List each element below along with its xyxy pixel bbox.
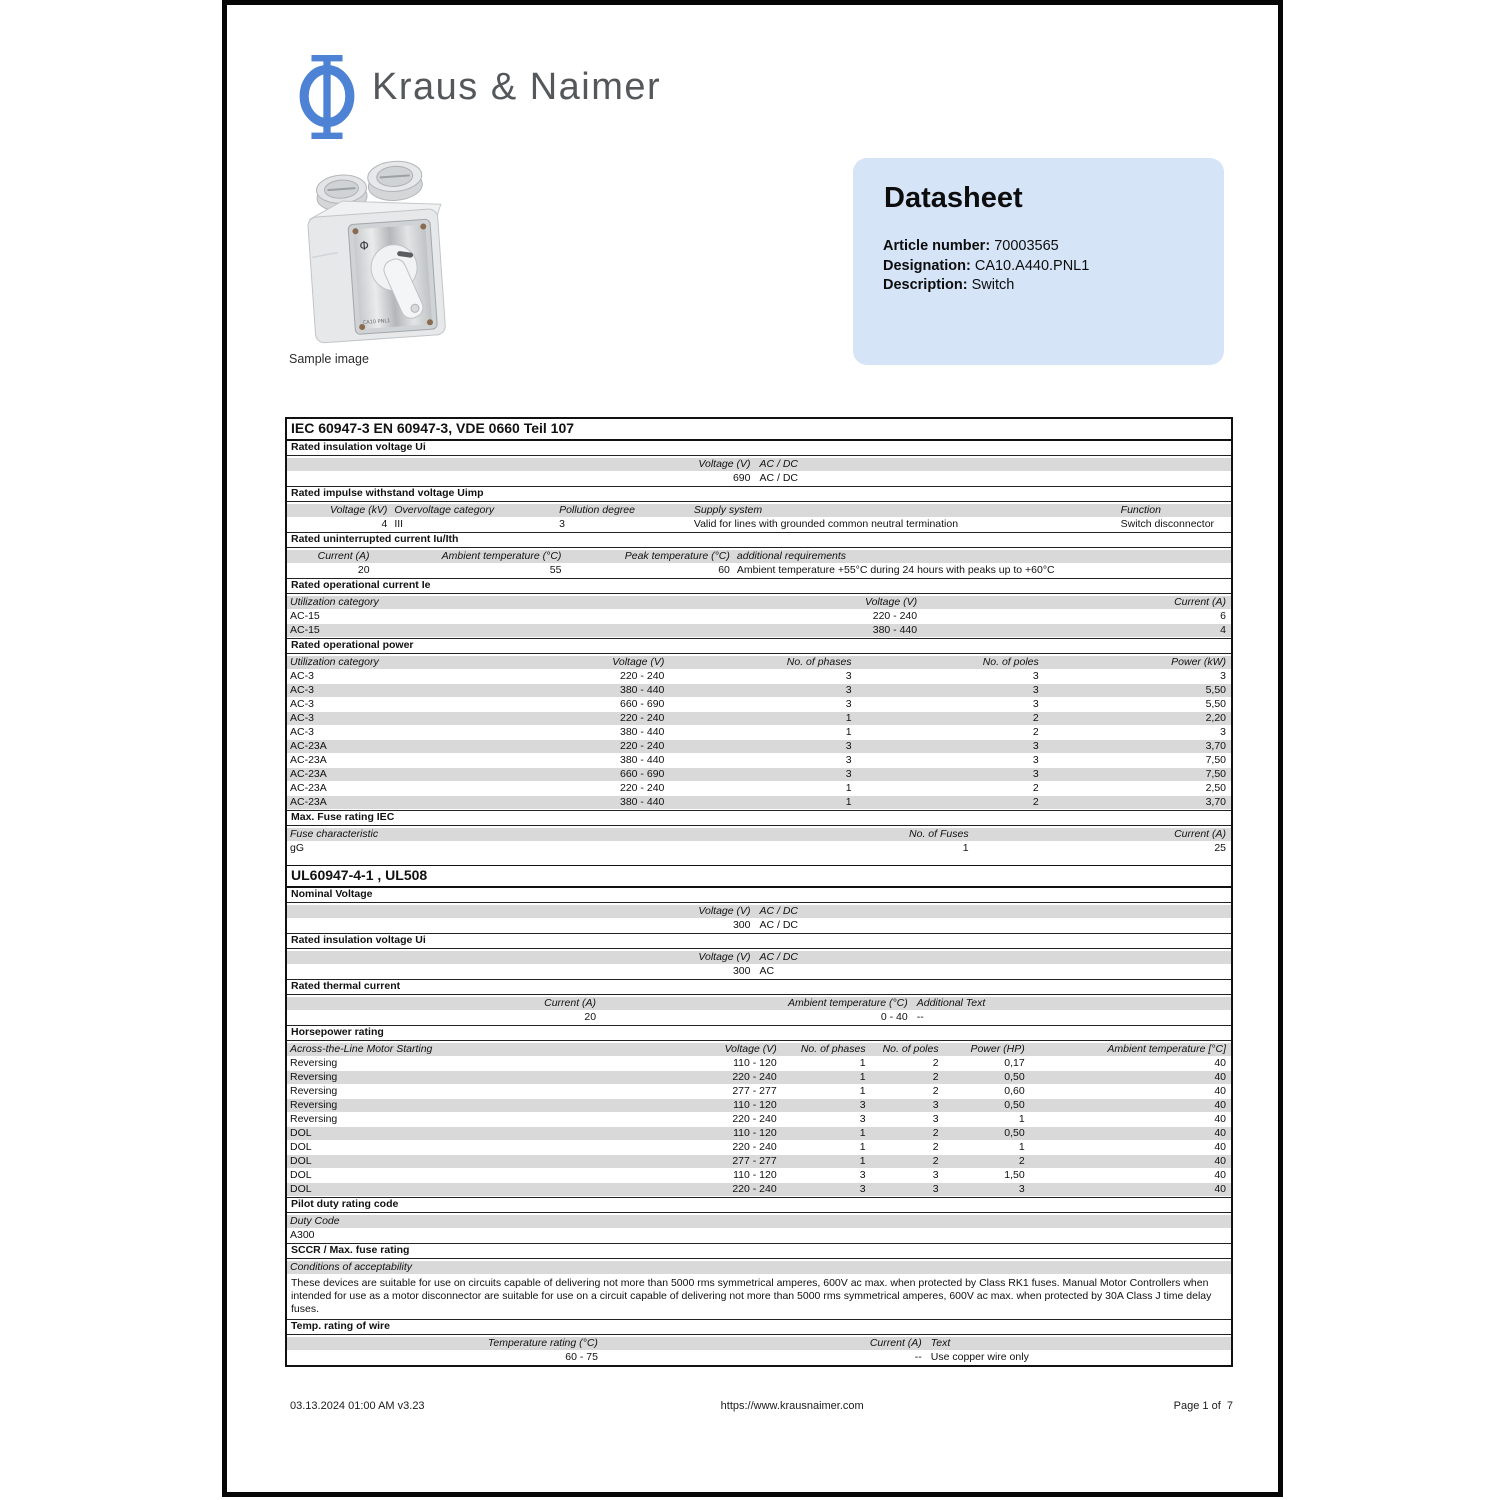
- table-cell: 25: [1214, 842, 1226, 854]
- table-sub: Temp. rating of wire: [287, 1319, 1231, 1335]
- table-cell: AC: [759, 965, 775, 977]
- table-cell: 2: [932, 1071, 939, 1083]
- table-cell: DOL: [290, 1141, 312, 1153]
- table-row: [287, 1351, 1231, 1365]
- table-header-row: [287, 1213, 1231, 1229]
- table-header-row: [287, 903, 1231, 919]
- table-cell: 60: [718, 564, 730, 576]
- table-cell: 3: [859, 1113, 866, 1125]
- table-cell: 300: [732, 965, 751, 977]
- table-cell: AC-23A: [290, 740, 327, 752]
- column-header: AC / DC: [759, 458, 799, 470]
- table-cell: 7,50: [1205, 768, 1226, 780]
- table-cell: 2: [1032, 726, 1039, 738]
- table-cell: 1: [859, 1127, 866, 1139]
- table-sub: Rated operational power: [287, 638, 1231, 654]
- table-row: [287, 670, 1231, 684]
- table-cell: gG: [290, 842, 305, 854]
- table-cell: --: [916, 1011, 924, 1023]
- table-row: [287, 518, 1231, 532]
- description-line: [883, 276, 1194, 296]
- article-number-line: [883, 237, 1194, 257]
- table-row: [287, 472, 1231, 486]
- table-row: [287, 1141, 1231, 1155]
- table-row: [287, 1085, 1231, 1099]
- table-cell: 3: [1032, 698, 1039, 710]
- table-cell: 40: [1214, 1085, 1226, 1097]
- column-header: Current (A): [544, 997, 597, 1009]
- table-header-row: [287, 949, 1231, 965]
- table-cell: 3: [845, 740, 852, 752]
- table-cell: 40: [1214, 1127, 1226, 1139]
- table-cell: 1,50: [1004, 1169, 1025, 1181]
- column-header: No. of Fuses: [909, 828, 969, 840]
- column-header: Current (A): [1174, 828, 1226, 840]
- table-row: [287, 624, 1231, 638]
- column-header: Overvoltage category: [394, 504, 495, 516]
- column-header: Duty Code: [290, 1215, 340, 1227]
- footer-timestamp: 03.13.2024 01:00 AM v3.23: [290, 1400, 425, 1412]
- table-cell: 1: [845, 796, 852, 808]
- table-sub: SCCR / Max. fuse rating: [287, 1243, 1231, 1259]
- table-cell: AC-3: [290, 684, 314, 696]
- table-header-row: [287, 1041, 1231, 1057]
- table-cell: AC-3: [290, 726, 314, 738]
- table-row: [287, 610, 1231, 624]
- description-label: Description:: [883, 277, 968, 293]
- table-cell: DOL: [290, 1155, 312, 1167]
- table-cell: AC / DC: [759, 919, 799, 931]
- table-header-row: [287, 1335, 1231, 1351]
- column-header: Power (kW): [1171, 656, 1226, 668]
- table-cell: 3: [932, 1183, 939, 1195]
- table-cell: Reversing: [290, 1099, 338, 1111]
- table-cell: 2,20: [1205, 712, 1226, 724]
- table-cell: Reversing: [290, 1113, 338, 1125]
- table-header-row: [287, 594, 1231, 610]
- table-header-row: [287, 502, 1231, 518]
- column-header: Current (A): [869, 1337, 922, 1349]
- table-cell: Reversing: [290, 1057, 338, 1069]
- article-number-value: 70003565: [994, 238, 1059, 254]
- table-cell: 20: [584, 1011, 597, 1023]
- table-cell: 40: [1214, 1113, 1226, 1125]
- table-para: These devices are suitable for use on circuits capable of delivering not more than 5000 rms symmetrical amperes, 600V ac max. when protected by Class RK1 fuses. Manual Motor Controllers when intended for use as a motor disconnector are suitable for use on a circuit capable of delivering not more than 5000 rms symmetrical amperes, 600V ac max. when protected by 30A Class J time delay fuses.: [291, 1277, 1212, 1315]
- table-cell: AC-23A: [290, 768, 327, 780]
- table-sub: Max. Fuse rating IEC: [287, 810, 1231, 826]
- description-value: Switch: [971, 277, 1015, 293]
- table-row: [287, 564, 1231, 578]
- table-cell: 3: [1032, 754, 1039, 766]
- table-cell: Reversing: [290, 1071, 338, 1083]
- table-cell: 2: [1032, 782, 1039, 794]
- table-cell: 220 - 240: [872, 610, 918, 622]
- table-cell: 3: [845, 698, 852, 710]
- table-cell: 0,50: [1004, 1071, 1025, 1083]
- table-cell: DOL: [290, 1183, 312, 1195]
- brand-name: Kraus & Naimer: [372, 66, 662, 108]
- column-header: No. of phases: [786, 656, 852, 668]
- table-cell: 1: [859, 1057, 866, 1069]
- table-cell: AC-3: [290, 670, 314, 682]
- table-cell: AC-15: [290, 610, 320, 622]
- column-header: Additional Text: [916, 997, 986, 1009]
- table-cell: AC-3: [290, 698, 314, 710]
- table-cell: III: [394, 518, 404, 530]
- table-row: [287, 1229, 1231, 1243]
- designation-label: Designation:: [883, 257, 971, 274]
- column-header: Voltage (V): [698, 458, 751, 470]
- table-cell: 3: [559, 518, 565, 530]
- table-cell: 1: [859, 1085, 866, 1097]
- column-header: No. of phases: [800, 1043, 866, 1055]
- table-sub: Rated impulse withstand voltage Uimp: [287, 486, 1231, 502]
- column-header: Text: [930, 1337, 951, 1349]
- column-header: Function: [1120, 504, 1161, 516]
- table-row: [287, 1011, 1231, 1025]
- table-cell: 3: [1018, 1183, 1025, 1195]
- table-cell: 277 - 277: [732, 1155, 777, 1167]
- table-cell: 660 - 690: [620, 768, 665, 780]
- table-cell: AC-23A: [290, 782, 327, 794]
- table-cell: --: [914, 1351, 922, 1363]
- column-header: Voltage (V): [698, 905, 751, 917]
- table-cell: 3: [932, 1169, 939, 1181]
- table-cell: 0,17: [1004, 1057, 1025, 1069]
- brand-header: [292, 55, 362, 144]
- table-cell: 2: [1032, 796, 1039, 808]
- table-cell: 3: [1220, 726, 1226, 738]
- table-cell: DOL: [290, 1127, 312, 1139]
- table-header-row: [287, 1259, 1231, 1275]
- table-cell: Reversing: [290, 1085, 338, 1097]
- table-cell: 3: [859, 1183, 866, 1195]
- table-cell: 380 - 440: [620, 796, 665, 808]
- table-cell: 2: [932, 1057, 939, 1069]
- table-gap: [287, 856, 1231, 865]
- table-cell: 2: [1032, 712, 1039, 724]
- product-sample-image: [295, 157, 457, 357]
- column-header: AC / DC: [759, 951, 799, 963]
- table-cell: 3: [845, 684, 852, 696]
- table-cell: 220 - 240: [732, 1113, 777, 1125]
- table-cell: DOL: [290, 1169, 312, 1181]
- table-cell: 55: [549, 564, 562, 576]
- table-cell: 3: [1032, 670, 1039, 682]
- table-cell: 220 - 240: [732, 1141, 777, 1153]
- table-sub: Pilot duty rating code: [287, 1197, 1231, 1213]
- table-cell: 3: [845, 768, 852, 780]
- table-cell: 220 - 240: [620, 712, 665, 724]
- table-header-row: [287, 654, 1231, 670]
- table-row: [287, 1071, 1231, 1085]
- table-cell: 380 - 440: [872, 624, 918, 636]
- column-header: No. of poles: [882, 1043, 939, 1055]
- table-header-row: [287, 456, 1231, 472]
- svg-text:CA10 PNL1: CA10 PNL1: [362, 318, 391, 326]
- svg-text:Φ: Φ: [359, 238, 370, 254]
- column-header: Conditions of acceptability: [290, 1261, 412, 1273]
- datasheet-page: [222, 0, 1283, 1497]
- table-cell: Use copper wire only: [930, 1351, 1029, 1363]
- table-sub: Rated insulation voltage Ui: [287, 441, 1231, 456]
- column-header: Voltage (V): [864, 596, 918, 608]
- table-cell: 1: [845, 782, 852, 794]
- table-cell: 40: [1214, 1071, 1226, 1083]
- table-cell: 40: [1214, 1141, 1226, 1153]
- column-header: additional requirements: [736, 550, 847, 562]
- article-number-label: Article number:: [883, 238, 991, 254]
- table-cell: 4: [1220, 624, 1226, 636]
- footer-url: https://www.krausnaimer.com: [720, 1400, 864, 1412]
- table-cell: 3: [1032, 768, 1039, 780]
- table-cell: 3: [1032, 684, 1039, 696]
- table-cell: 40: [1214, 1169, 1226, 1181]
- table-cell: 20: [357, 564, 370, 576]
- table-cell: 220 - 240: [732, 1183, 777, 1195]
- footer-page-number: Page 1 of 7: [1173, 1400, 1233, 1412]
- table-row: [287, 1099, 1231, 1113]
- table-cell: 1: [859, 1141, 866, 1153]
- table-cell: 110 - 120: [733, 1099, 777, 1111]
- designation-line: [883, 257, 1194, 277]
- table-row: [287, 684, 1231, 698]
- table-row: [287, 965, 1231, 979]
- table-cell: 3: [845, 754, 852, 766]
- table-cell: 380 - 440: [620, 754, 665, 766]
- table-cell: 1: [845, 712, 852, 724]
- table-cell: A300: [290, 1229, 315, 1241]
- table-cell: Switch disconnector: [1120, 518, 1215, 530]
- table-cell: 220 - 240: [620, 670, 665, 682]
- kraus-naimer-phi-logo-icon: [292, 55, 362, 144]
- designation-value: CA10.A440.PNL1: [974, 257, 1090, 274]
- column-header: Temperature rating (°C): [487, 1337, 598, 1349]
- table-cell: 690: [732, 472, 751, 484]
- table-cell: 110 - 120: [733, 1169, 777, 1181]
- column-header: Supply system: [693, 504, 763, 516]
- column-header: No. of poles: [982, 656, 1039, 668]
- table-row: [287, 1057, 1231, 1071]
- table-cell: 40: [1214, 1057, 1226, 1069]
- table-cell: 3: [859, 1169, 866, 1181]
- table-row: [287, 698, 1231, 712]
- table-cell: 380 - 440: [620, 726, 665, 738]
- table-sub: Nominal Voltage: [287, 888, 1231, 903]
- table-cell: 5,50: [1205, 684, 1226, 696]
- column-header: Ambient temperature (°C): [441, 550, 562, 562]
- table-cell: 110 - 120: [733, 1127, 777, 1139]
- table-row: [287, 782, 1231, 796]
- table-cell: 4: [381, 518, 388, 530]
- table-cell: 0,50: [1004, 1099, 1025, 1111]
- table-cell: 2: [932, 1085, 939, 1097]
- column-header: Current (A): [1174, 596, 1226, 608]
- table-header-row: [287, 548, 1231, 564]
- table-cell: 3: [1220, 670, 1226, 682]
- table-cell: 6: [1220, 610, 1226, 622]
- table-cell: 3,70: [1205, 740, 1226, 752]
- table-cell: 2: [932, 1127, 939, 1139]
- datasheet-card: [853, 158, 1224, 365]
- table-cell: 0,50: [1004, 1127, 1025, 1139]
- table-row: [287, 1169, 1231, 1183]
- table-cell: AC-15: [290, 624, 320, 636]
- table-cell: Ambient temperature +55°C during 24 hours with peaks up to +60°C: [736, 564, 1055, 576]
- table-row: [287, 842, 1231, 856]
- table-cell: 1: [1018, 1141, 1025, 1153]
- table-cell: AC-23A: [290, 796, 327, 808]
- table-cell: 0,60: [1004, 1085, 1025, 1097]
- table-cell: 2: [932, 1141, 939, 1153]
- column-header: Voltage (V): [724, 1043, 777, 1055]
- table-cell: 1: [962, 842, 969, 854]
- table-cell: AC-3: [290, 712, 314, 724]
- table-header-row: [287, 826, 1231, 842]
- table-row: [287, 1183, 1231, 1197]
- sample-image-caption: Sample image: [289, 352, 369, 366]
- table-cell: 220 - 240: [620, 740, 665, 752]
- table-cell: AC-23A: [290, 754, 327, 766]
- table-cell: 3: [845, 670, 852, 682]
- table-cell: Valid for lines with grounded common neutral termination: [693, 518, 959, 530]
- column-header: Peak temperature (°C): [624, 550, 730, 562]
- column-header: AC / DC: [759, 905, 799, 917]
- table-cell: 110 - 120: [733, 1057, 777, 1069]
- table-cell: 1: [859, 1155, 866, 1167]
- table-row: [287, 740, 1231, 754]
- table-cell: 220 - 240: [620, 782, 665, 794]
- column-header: Utilization category: [290, 596, 379, 608]
- column-header: Across-the-Line Motor Starting: [290, 1043, 433, 1055]
- table-cell: 3: [1032, 740, 1039, 752]
- table-cell: 3: [859, 1099, 866, 1111]
- table-cell: 220 - 240: [732, 1071, 777, 1083]
- table-sub: Horsepower rating: [287, 1025, 1231, 1041]
- table-sub: Rated thermal current: [287, 979, 1231, 995]
- table-sub: Rated uninterrupted current Iu/Ith: [287, 532, 1231, 548]
- table-cell: 1: [1018, 1113, 1025, 1125]
- table-row: [287, 754, 1231, 768]
- table-cell: 2: [932, 1155, 939, 1167]
- table-cell: 277 - 277: [732, 1085, 777, 1097]
- table-cell: 0 - 40: [880, 1011, 908, 1023]
- table-cell: 300: [732, 919, 751, 931]
- table-row: [287, 1113, 1231, 1127]
- column-header: Fuse characteristic: [290, 828, 379, 840]
- table-cell: 3: [932, 1113, 939, 1125]
- table-cell: 3,70: [1205, 796, 1226, 808]
- table-cell: 40: [1214, 1099, 1226, 1111]
- table-cell: 40: [1214, 1155, 1226, 1167]
- page-footer: [285, 1400, 1233, 1416]
- table-row: [287, 712, 1231, 726]
- column-header: Ambient temperature [°C]: [1107, 1043, 1226, 1055]
- table-row: [287, 726, 1231, 740]
- table-cell: 660 - 690: [620, 698, 665, 710]
- table-cell: 1: [845, 726, 852, 738]
- column-header: Power (HP): [970, 1043, 1025, 1055]
- table-cell: 2: [1018, 1155, 1025, 1167]
- column-header: Voltage (kV): [329, 504, 388, 516]
- table-sub: Rated operational current Ie: [287, 578, 1231, 594]
- table-cell: 2,50: [1205, 782, 1226, 794]
- table-row: [287, 768, 1231, 782]
- column-header: Pollution degree: [559, 504, 635, 516]
- table-row: [287, 919, 1231, 933]
- table-cell: 40: [1214, 1183, 1226, 1195]
- table-cell: 380 - 440: [620, 684, 665, 696]
- column-header: Voltage (V): [698, 951, 751, 963]
- table-row: [287, 1155, 1231, 1169]
- table-cell: 3: [932, 1099, 939, 1111]
- column-header: Current (A): [317, 550, 370, 562]
- table-sub: Rated insulation voltage Ui: [287, 933, 1231, 949]
- table-cell: 1: [859, 1071, 866, 1083]
- table-cell: 7,50: [1205, 754, 1226, 766]
- table-header-row: [287, 995, 1231, 1011]
- page-content: [227, 5, 1278, 1492]
- column-header: Voltage (V): [612, 656, 665, 668]
- table-title: IEC 60947-3 EN 60947-3, VDE 0660 Teil 107: [287, 419, 1231, 441]
- table-cell: AC / DC: [759, 472, 799, 484]
- column-header: Ambient temperature (°C): [788, 997, 908, 1009]
- table-cell: 60 - 75: [565, 1351, 598, 1363]
- column-header: Utilization category: [290, 656, 379, 668]
- card-title: Datasheet: [884, 182, 1023, 214]
- table-row: [287, 1127, 1231, 1141]
- table-cell: 5,50: [1205, 698, 1226, 710]
- table-title: UL60947-4-1 , UL508: [287, 865, 1231, 888]
- table-row: [287, 796, 1231, 810]
- spec-table: [285, 417, 1233, 1367]
